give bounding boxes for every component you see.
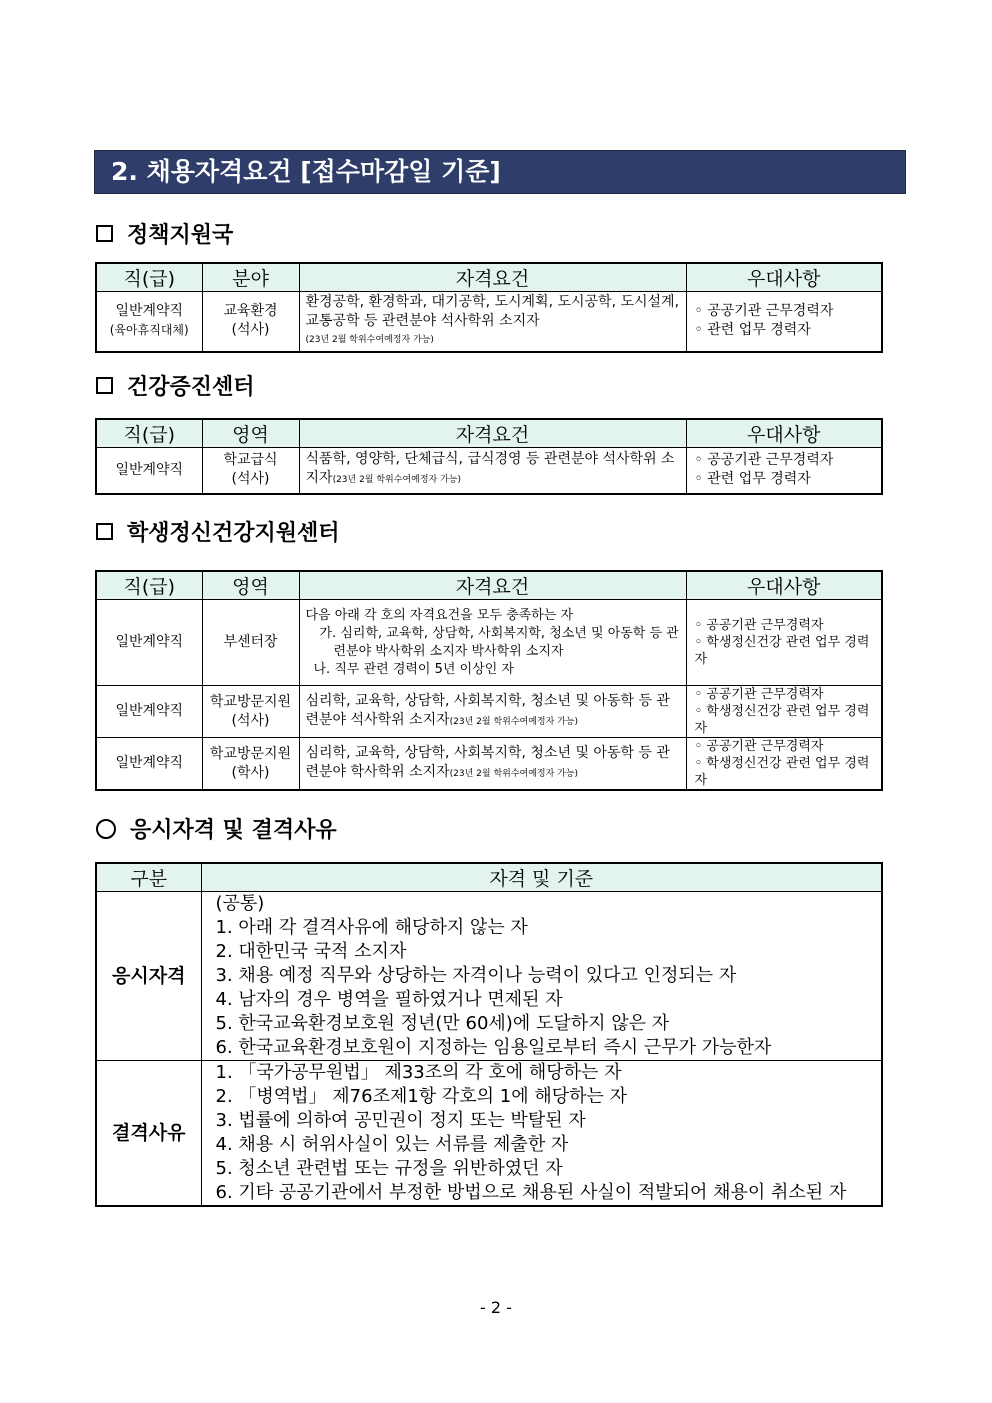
criteria-line: 1. 아래 각 결격사유에 해당하지 않는 자 — [215, 917, 528, 938]
grade-cell — [96, 292, 202, 352]
section-heading-label: 정책지원국 — [127, 222, 234, 248]
col-header: 구분 — [96, 863, 201, 892]
preference-item: ◦ 공공기관 근무경력자 — [694, 452, 834, 469]
requirement-cell — [299, 292, 686, 352]
field-cell — [202, 448, 299, 494]
col-header: 우대사항 — [686, 419, 882, 448]
row-label: 응시자격 — [96, 892, 201, 1061]
criteria-line: 1. 「국가공무원법」 제33조의 각 호에 해당하는 자 — [215, 1062, 622, 1083]
grade-cell: 일반계약직 — [96, 448, 202, 494]
field-cell — [202, 292, 299, 352]
criteria-line: 6. 한국교육환경보호원이 지정하는 임용일로부터 즉시 근무가 가능한자 — [215, 1037, 772, 1058]
field-text: 학교방문지원 — [209, 693, 292, 710]
preference-cell — [686, 292, 882, 352]
requirement-cell — [299, 448, 686, 494]
section-heading-health — [96, 370, 255, 401]
col-header: 직(급) — [96, 571, 202, 600]
field-cell — [202, 738, 299, 791]
preference-item: ◦ 공공기관 근무경력자 — [694, 739, 824, 754]
table-row — [96, 738, 882, 791]
requirement-text: 심리학, 교육학, 상담학, 사회복지학, 청소년 및 아동학 등 관련분야 학사학위 소지자 — [305, 744, 670, 780]
section-heading-label: 학생정신건강지원센터 — [127, 520, 340, 546]
preference-item: ◦ 공공기관 근무경력자 — [694, 687, 824, 702]
criteria-line: 6. 기타 공공기관에서 부정한 방법으로 채용된 사실이 적발되어 채용이 취소된 자 — [215, 1182, 847, 1203]
criteria-cell — [201, 892, 882, 1061]
row-label: 결격사유 — [96, 1061, 201, 1207]
field-text: 학교방문지원 — [209, 745, 292, 762]
section-heading-qualification — [96, 813, 337, 844]
col-header: 영역 — [202, 419, 299, 448]
preference-cell — [686, 448, 882, 494]
criteria-line: 2. 대한민국 국적 소지자 — [215, 941, 407, 962]
requirement-line: 가. 심리학, 교육학, 상담학, 사회복지학, 청소년 및 아동학 등 관련분야 박사학위 소지자 박사학위 소지자 — [319, 625, 679, 659]
criteria-line: 4. 남자의 경우 병역을 필하였거나 면제된 자 — [215, 989, 563, 1010]
policy-table — [95, 262, 883, 353]
col-header: 분야 — [202, 263, 299, 292]
checkbox-square-icon — [96, 377, 113, 394]
mental-health-table — [95, 570, 883, 791]
col-header: 직(급) — [96, 419, 202, 448]
field-sub-text: (석사) — [231, 322, 270, 339]
col-header: 자격요건 — [299, 263, 686, 292]
criteria-line: 5. 청소년 관련법 또는 규정을 위반하였던 자 — [215, 1158, 563, 1179]
requirement-line: 나. 직무 관련 경력이 5년 이상인 자 — [313, 661, 514, 677]
table-header-row — [96, 571, 882, 600]
requirement-cell — [299, 686, 686, 738]
table-row — [96, 600, 882, 686]
requirement-note: (23년 2월 학위수여예정자 가능) — [305, 334, 434, 345]
preference-cell — [686, 686, 882, 738]
criteria-line: 3. 법률에 의하여 공민권이 정지 또는 박탈된 자 — [215, 1110, 586, 1131]
col-header: 직(급) — [96, 263, 202, 292]
checkbox-square-icon — [96, 225, 113, 242]
field-text: 교육환경 — [223, 303, 278, 320]
requirement-note: (23년 2월 학위수여예정자 가능) — [449, 768, 579, 779]
criteria-line: 3. 채용 예정 직무와 상당하는 자격이나 능력이 있다고 인정되는 자 — [215, 965, 737, 986]
requirement-note: (23년 2월 학위수여예정자 가능) — [449, 716, 579, 727]
grade-text: 일반계약직 — [115, 303, 184, 320]
preference-item: ◦ 공공기관 근무경력자 — [694, 618, 824, 633]
preference-cell — [686, 600, 882, 686]
preference-item: ◦ 관련 업무 경력자 — [694, 471, 811, 488]
table-row — [96, 292, 882, 352]
preference-cell — [686, 738, 882, 791]
criteria-line: (공통) — [215, 893, 265, 914]
section-heading-mental — [96, 516, 340, 547]
field-text: 학교급식 — [223, 452, 278, 469]
table-header-row — [96, 863, 882, 892]
grade-cell: 일반계약직 — [96, 686, 202, 738]
col-header: 자격 및 기준 — [201, 863, 882, 892]
table-row — [96, 892, 882, 1061]
grade-cell: 일반계약직 — [96, 738, 202, 791]
section-heading-label: 건강증진센터 — [127, 374, 255, 400]
col-header: 자격요건 — [299, 419, 686, 448]
preference-item: ◦ 학생정신건강 관련 업무 경력자 — [694, 635, 870, 667]
preference-item: ◦ 공공기관 근무경력자 — [694, 303, 834, 320]
criteria-cell — [201, 1061, 882, 1207]
requirement-cell — [299, 600, 686, 686]
preference-item: ◦ 학생정신건강 관련 업무 경력자 — [694, 756, 870, 788]
health-table — [95, 418, 883, 495]
criteria-line: 4. 채용 시 허위사실이 있는 서류를 제출한 자 — [215, 1134, 569, 1155]
requirement-text: 환경공학, 환경학과, 대기공학, 도시계획, 도시공학, 도시설계, 교통공학 등 관련분야 석사학위 소지자 — [305, 293, 680, 329]
grade-cell: 일반계약직 — [96, 600, 202, 686]
page-number: - 2 - — [480, 1298, 512, 1317]
section-heading-policy — [96, 218, 233, 249]
table-header-row — [96, 263, 882, 292]
requirement-text: 식품학, 영양학, 단체급식, 급식경영 등 관련분야 석사학위 소지자 — [305, 451, 675, 487]
criteria-line: 2. 「병역법」 제76조제1항 각호의 1에 해당하는 자 — [215, 1086, 628, 1107]
field-sub-text: (석사) — [231, 471, 270, 488]
field-sub-text: (학사) — [231, 764, 270, 781]
preference-item: ◦ 관련 업무 경력자 — [694, 322, 811, 339]
qualification-table — [95, 862, 883, 1207]
field-cell — [202, 686, 299, 738]
requirement-cell — [299, 738, 686, 791]
checkbox-square-icon — [96, 523, 113, 540]
table-row — [96, 1061, 882, 1207]
section-heading-label: 응시자격 및 결격사유 — [130, 817, 337, 843]
page-title: 2. 채용자격요건 [접수마감일 기준] — [111, 157, 501, 186]
requirement-text: 심리학, 교육학, 상담학, 사회복지학, 청소년 및 아동학 등 관련분야 석사학위 소지자 — [305, 692, 670, 728]
requirement-line: 다음 아래 각 호의 자격요건을 모두 충족하는 자 — [305, 607, 574, 623]
table-row — [96, 448, 882, 494]
col-header: 자격요건 — [299, 571, 686, 600]
requirement-note: (23년 2월 학위수여예정자 가능) — [332, 475, 461, 486]
circle-bullet-icon — [96, 819, 116, 839]
field-cell: 부센터장 — [202, 600, 299, 686]
grade-sub-text: (육아휴직대체) — [109, 323, 189, 338]
field-sub-text: (석사) — [231, 712, 270, 729]
section-title-bar — [94, 150, 906, 194]
col-header: 영역 — [202, 571, 299, 600]
table-row — [96, 686, 882, 738]
col-header: 우대사항 — [686, 571, 882, 600]
table-header-row — [96, 419, 882, 448]
criteria-line: 5. 한국교육환경보호원 정년(만 60세)에 도달하지 않은 자 — [215, 1013, 670, 1034]
preference-item: ◦ 학생정신건강 관련 업무 경력자 — [694, 704, 870, 736]
col-header: 우대사항 — [686, 263, 882, 292]
